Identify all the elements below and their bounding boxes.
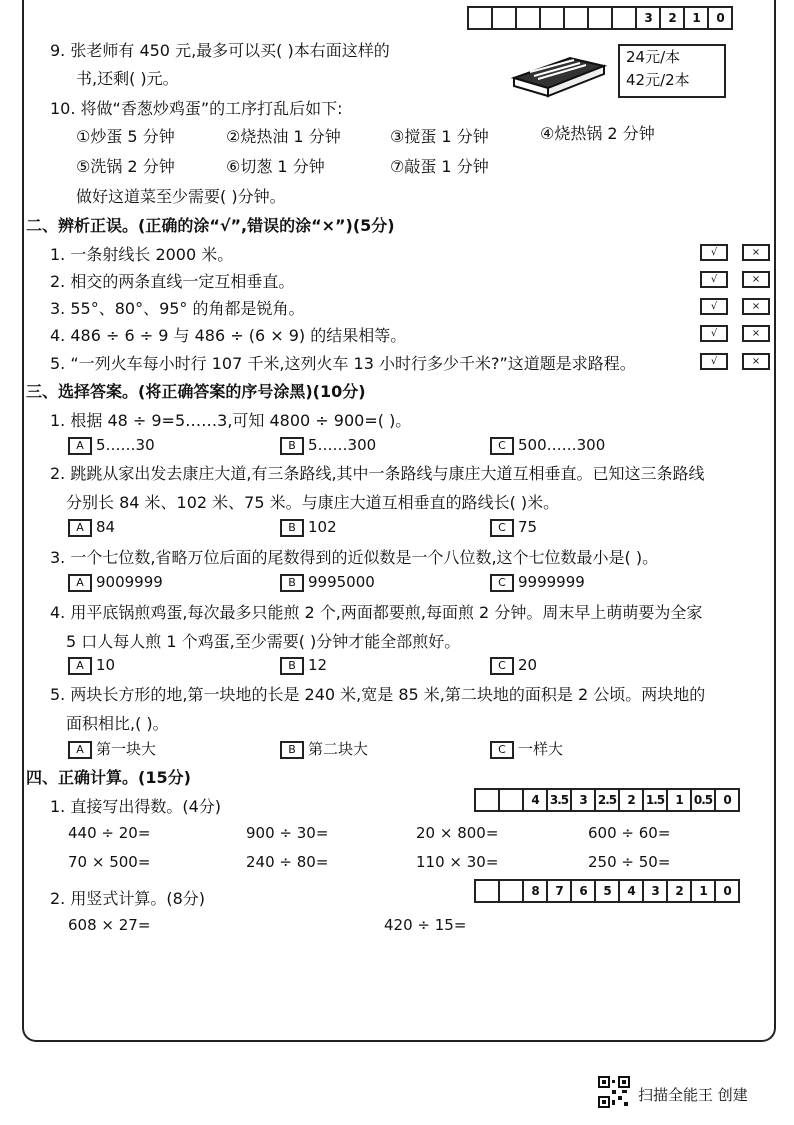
- section4-title: 四、正确计算。(15分): [26, 768, 191, 787]
- q10-step-7: ⑦敲蛋 1 分钟: [390, 157, 489, 176]
- option-text: 10: [96, 656, 116, 674]
- s3-q1-option-a[interactable]: [68, 436, 155, 455]
- q10-step-2: ②烧热油 1 分钟: [226, 127, 341, 146]
- s3-q5-line1: 5. 两块长方形的地,第一块地的长是 240 米,宽是 85 米,第二块地的面积是 2 公顷。两块地的: [50, 685, 706, 704]
- option-letter-box[interactable]: A: [68, 657, 92, 675]
- option-letter-box[interactable]: B: [280, 657, 304, 675]
- score-cell[interactable]: [476, 881, 500, 901]
- score-cell[interactable]: [589, 8, 613, 28]
- score-cell[interactable]: 8: [524, 881, 548, 901]
- price-box: [618, 44, 726, 98]
- score-cell[interactable]: 4: [524, 790, 548, 810]
- s3-q1-text: 1. 根据 48 ÷ 9=5……3,可知 4800 ÷ 900=( )。: [50, 411, 412, 430]
- false-box[interactable]: ×: [742, 271, 770, 288]
- option-text: 第一块大: [96, 740, 157, 758]
- s2-tf-group: [700, 244, 770, 261]
- s2-tf-group: [700, 353, 770, 370]
- s2-item-2: 2. 相交的两条直线一定互相垂直。: [50, 272, 295, 291]
- s3-q5-option-a[interactable]: [68, 738, 156, 759]
- option-letter-box[interactable]: A: [68, 519, 92, 537]
- oral-calc-item: 20 × 800=: [416, 824, 499, 842]
- s2-item-3: 3. 55°、80°、95° 的角都是锐角。: [50, 299, 305, 318]
- option-letter-box[interactable]: A: [68, 574, 92, 592]
- option-letter-box[interactable]: C: [490, 519, 514, 537]
- option-text: 9999999: [518, 573, 585, 591]
- option-text: 500……300: [518, 436, 606, 454]
- s2-item-1: 1. 一条射线长 2000 米。: [50, 245, 234, 264]
- score-cell[interactable]: 3: [637, 8, 661, 28]
- oral-calc-item: 600 ÷ 60=: [588, 824, 671, 842]
- s3-q4-line2: 5 口人每人煎 1 个鸡蛋,至少需要( )分钟才能全部煎好。: [66, 632, 461, 651]
- score-bar-calc1: [474, 788, 740, 812]
- footer-scanner-credit: 扫描全能王 创建: [638, 1086, 748, 1104]
- s3-q5-option-b[interactable]: [280, 738, 368, 759]
- option-letter-box[interactable]: C: [490, 741, 514, 759]
- score-cell[interactable]: [613, 8, 637, 28]
- s3-q5-option-c[interactable]: [490, 738, 563, 759]
- score-cell[interactable]: [469, 8, 493, 28]
- vertical-calc-1: 608 × 27=: [68, 916, 151, 934]
- score-cell[interactable]: [565, 8, 589, 28]
- score-bar-top: [467, 6, 733, 30]
- s2-tf-group: [700, 325, 770, 342]
- false-box[interactable]: ×: [742, 353, 770, 370]
- option-text: 9995000: [308, 573, 375, 591]
- score-cell[interactable]: 1: [692, 881, 716, 901]
- option-text: 20: [518, 656, 538, 674]
- option-letter-box[interactable]: C: [490, 657, 514, 675]
- score-cell[interactable]: 2: [668, 881, 692, 901]
- option-text: 9009999: [96, 573, 163, 591]
- s3-q5-line2: 面积相比,( )。: [66, 714, 169, 733]
- q10-step-6: ⑥切葱 1 分钟: [226, 157, 325, 176]
- oral-calc-item: 70 × 500=: [68, 853, 151, 871]
- score-cell[interactable]: 1: [685, 8, 709, 28]
- score-cell[interactable]: 4: [620, 881, 644, 901]
- q10-step-3: ③搅蛋 1 分钟: [390, 127, 489, 146]
- score-cell[interactable]: 1: [668, 790, 692, 810]
- score-cell[interactable]: 3: [644, 881, 668, 901]
- s3-q3-text: 3. 一个七位数,省略万位后面的尾数得到的近似数是一个八位数,这个七位数最小是( )。: [50, 548, 659, 567]
- score-cell[interactable]: 5: [596, 881, 620, 901]
- false-box[interactable]: ×: [742, 325, 770, 342]
- s3-q2-option-b[interactable]: [280, 518, 337, 537]
- score-cell[interactable]: [476, 790, 500, 810]
- option-letter-box[interactable]: B: [280, 574, 304, 592]
- q10-step-4: ④烧热锅 2 分钟: [540, 124, 655, 143]
- s3-q3-option-c[interactable]: [490, 573, 585, 592]
- s3-q2-option-a[interactable]: [68, 518, 115, 537]
- q10-step-5: ⑤洗锅 2 分钟: [76, 157, 175, 176]
- oral-calc-item: 440 ÷ 20=: [68, 824, 151, 842]
- s3-q1-option-b[interactable]: [280, 436, 376, 455]
- score-cell[interactable]: 3: [572, 790, 596, 810]
- s3-q4-option-a[interactable]: [68, 656, 115, 675]
- option-letter-box[interactable]: B: [280, 741, 304, 759]
- price-single: 24元/本: [626, 48, 681, 66]
- s3-q2-line1: 2. 跳跳从家出发去康庄大道,有三条路线,其中一条路线与康庄大道互相垂直。已知这三条路线: [50, 464, 705, 483]
- score-cell[interactable]: [541, 8, 565, 28]
- score-cell[interactable]: 6: [572, 881, 596, 901]
- true-box[interactable]: √: [700, 325, 728, 342]
- s4-sub2: 2. 用竖式计算。(8分): [50, 889, 206, 908]
- score-cell[interactable]: 0: [716, 11, 724, 25]
- q10-line-last: 做好这道菜至少需要( )分钟。: [76, 187, 286, 206]
- option-text: 5……300: [308, 436, 377, 454]
- s3-q2-line2: 分别长 84 米、102 米、75 米。与康庄大道互相垂直的路线长( )米。: [66, 493, 560, 512]
- vertical-calc-2: 420 ÷ 15=: [384, 916, 467, 934]
- qr-code-icon: [598, 1076, 630, 1108]
- option-letter-box[interactable]: C: [490, 574, 514, 592]
- true-box[interactable]: √: [700, 298, 728, 315]
- s3-q4-option-b[interactable]: [280, 656, 327, 675]
- section2-title: 二、辨析正误。(正确的涂“√”,错误的涂“×”)(5分): [26, 216, 395, 235]
- s2-item-4: 4. 486 ÷ 6 ÷ 9 与 486 ÷ (6 × 9) 的结果相等。: [50, 326, 407, 345]
- s3-q4-line1: 4. 用平底锅煎鸡蛋,每次最多只能煎 2 个,两面都要煎,每面煎 2 分钟。周末早上萌萌要为全家: [50, 603, 703, 622]
- true-box[interactable]: √: [700, 271, 728, 288]
- s3-q1-option-c[interactable]: [490, 436, 605, 455]
- s3-q3-option-b[interactable]: [280, 573, 375, 592]
- score-cell[interactable]: [500, 790, 524, 810]
- section3-title: 三、选择答案。(将正确答案的序号涂黑)(10分): [26, 382, 366, 401]
- s2-item-5: 5. “一列火车每小时行 107 千米,这列火车 13 小时行多少千米?”这道题是求路程。: [50, 354, 636, 373]
- score-cell[interactable]: 1.5: [644, 790, 668, 810]
- score-cell[interactable]: 2: [620, 790, 644, 810]
- option-letter-box[interactable]: C: [490, 437, 514, 455]
- score-cell[interactable]: [493, 8, 517, 28]
- option-letter-box[interactable]: B: [280, 437, 304, 455]
- score-cell[interactable]: 3.5: [548, 790, 572, 810]
- q10-line1: 10. 将做“香葱炒鸡蛋”的工序打乱后如下:: [50, 99, 343, 118]
- option-letter-box[interactable]: A: [68, 437, 92, 455]
- false-box[interactable]: ×: [742, 298, 770, 315]
- true-box[interactable]: √: [700, 244, 728, 261]
- oral-calc-item: 250 ÷ 50=: [588, 853, 671, 871]
- option-letter-box[interactable]: B: [280, 519, 304, 537]
- option-text: 第二块大: [308, 740, 369, 758]
- score-cell[interactable]: 0: [723, 793, 731, 807]
- q9-line1: 9. 张老师有 450 元,最多可以买( )本右面这样的: [50, 41, 390, 60]
- q10-step-1: ①炒蛋 5 分钟: [76, 127, 175, 146]
- q9-line2: 书,还剩( )元。: [76, 69, 179, 88]
- false-box[interactable]: ×: [742, 244, 770, 261]
- s2-tf-group: [700, 271, 770, 288]
- option-text: 75: [518, 518, 538, 536]
- option-text: 84: [96, 518, 116, 536]
- score-cell[interactable]: 2.5: [596, 790, 620, 810]
- score-cell[interactable]: [500, 881, 524, 901]
- score-cell[interactable]: 0.5: [692, 790, 716, 810]
- oral-calc-item: 240 ÷ 80=: [246, 853, 329, 871]
- oral-calc-item: 110 × 30=: [416, 853, 499, 871]
- s3-q4-option-c[interactable]: [490, 656, 537, 675]
- book-icon: [508, 50, 608, 100]
- option-text: 12: [308, 656, 328, 674]
- score-cell[interactable]: 7: [548, 881, 572, 901]
- option-text: 5……30: [96, 436, 155, 454]
- true-box[interactable]: √: [700, 353, 728, 370]
- option-text: 102: [308, 518, 337, 536]
- score-cell[interactable]: 2: [661, 8, 685, 28]
- s3-q2-option-c[interactable]: [490, 518, 537, 537]
- score-bar-calc2: [474, 879, 740, 903]
- score-cell[interactable]: [517, 8, 541, 28]
- score-cell[interactable]: 0: [723, 884, 731, 898]
- s2-tf-group: [700, 298, 770, 315]
- s3-q3-option-a[interactable]: [68, 573, 163, 592]
- option-letter-box[interactable]: A: [68, 741, 92, 759]
- price-double: 42元/2本: [626, 71, 690, 89]
- s4-sub1: 1. 直接写出得数。(4分): [50, 797, 222, 816]
- option-text: 一样大: [518, 740, 564, 758]
- oral-calc-item: 900 ÷ 30=: [246, 824, 329, 842]
